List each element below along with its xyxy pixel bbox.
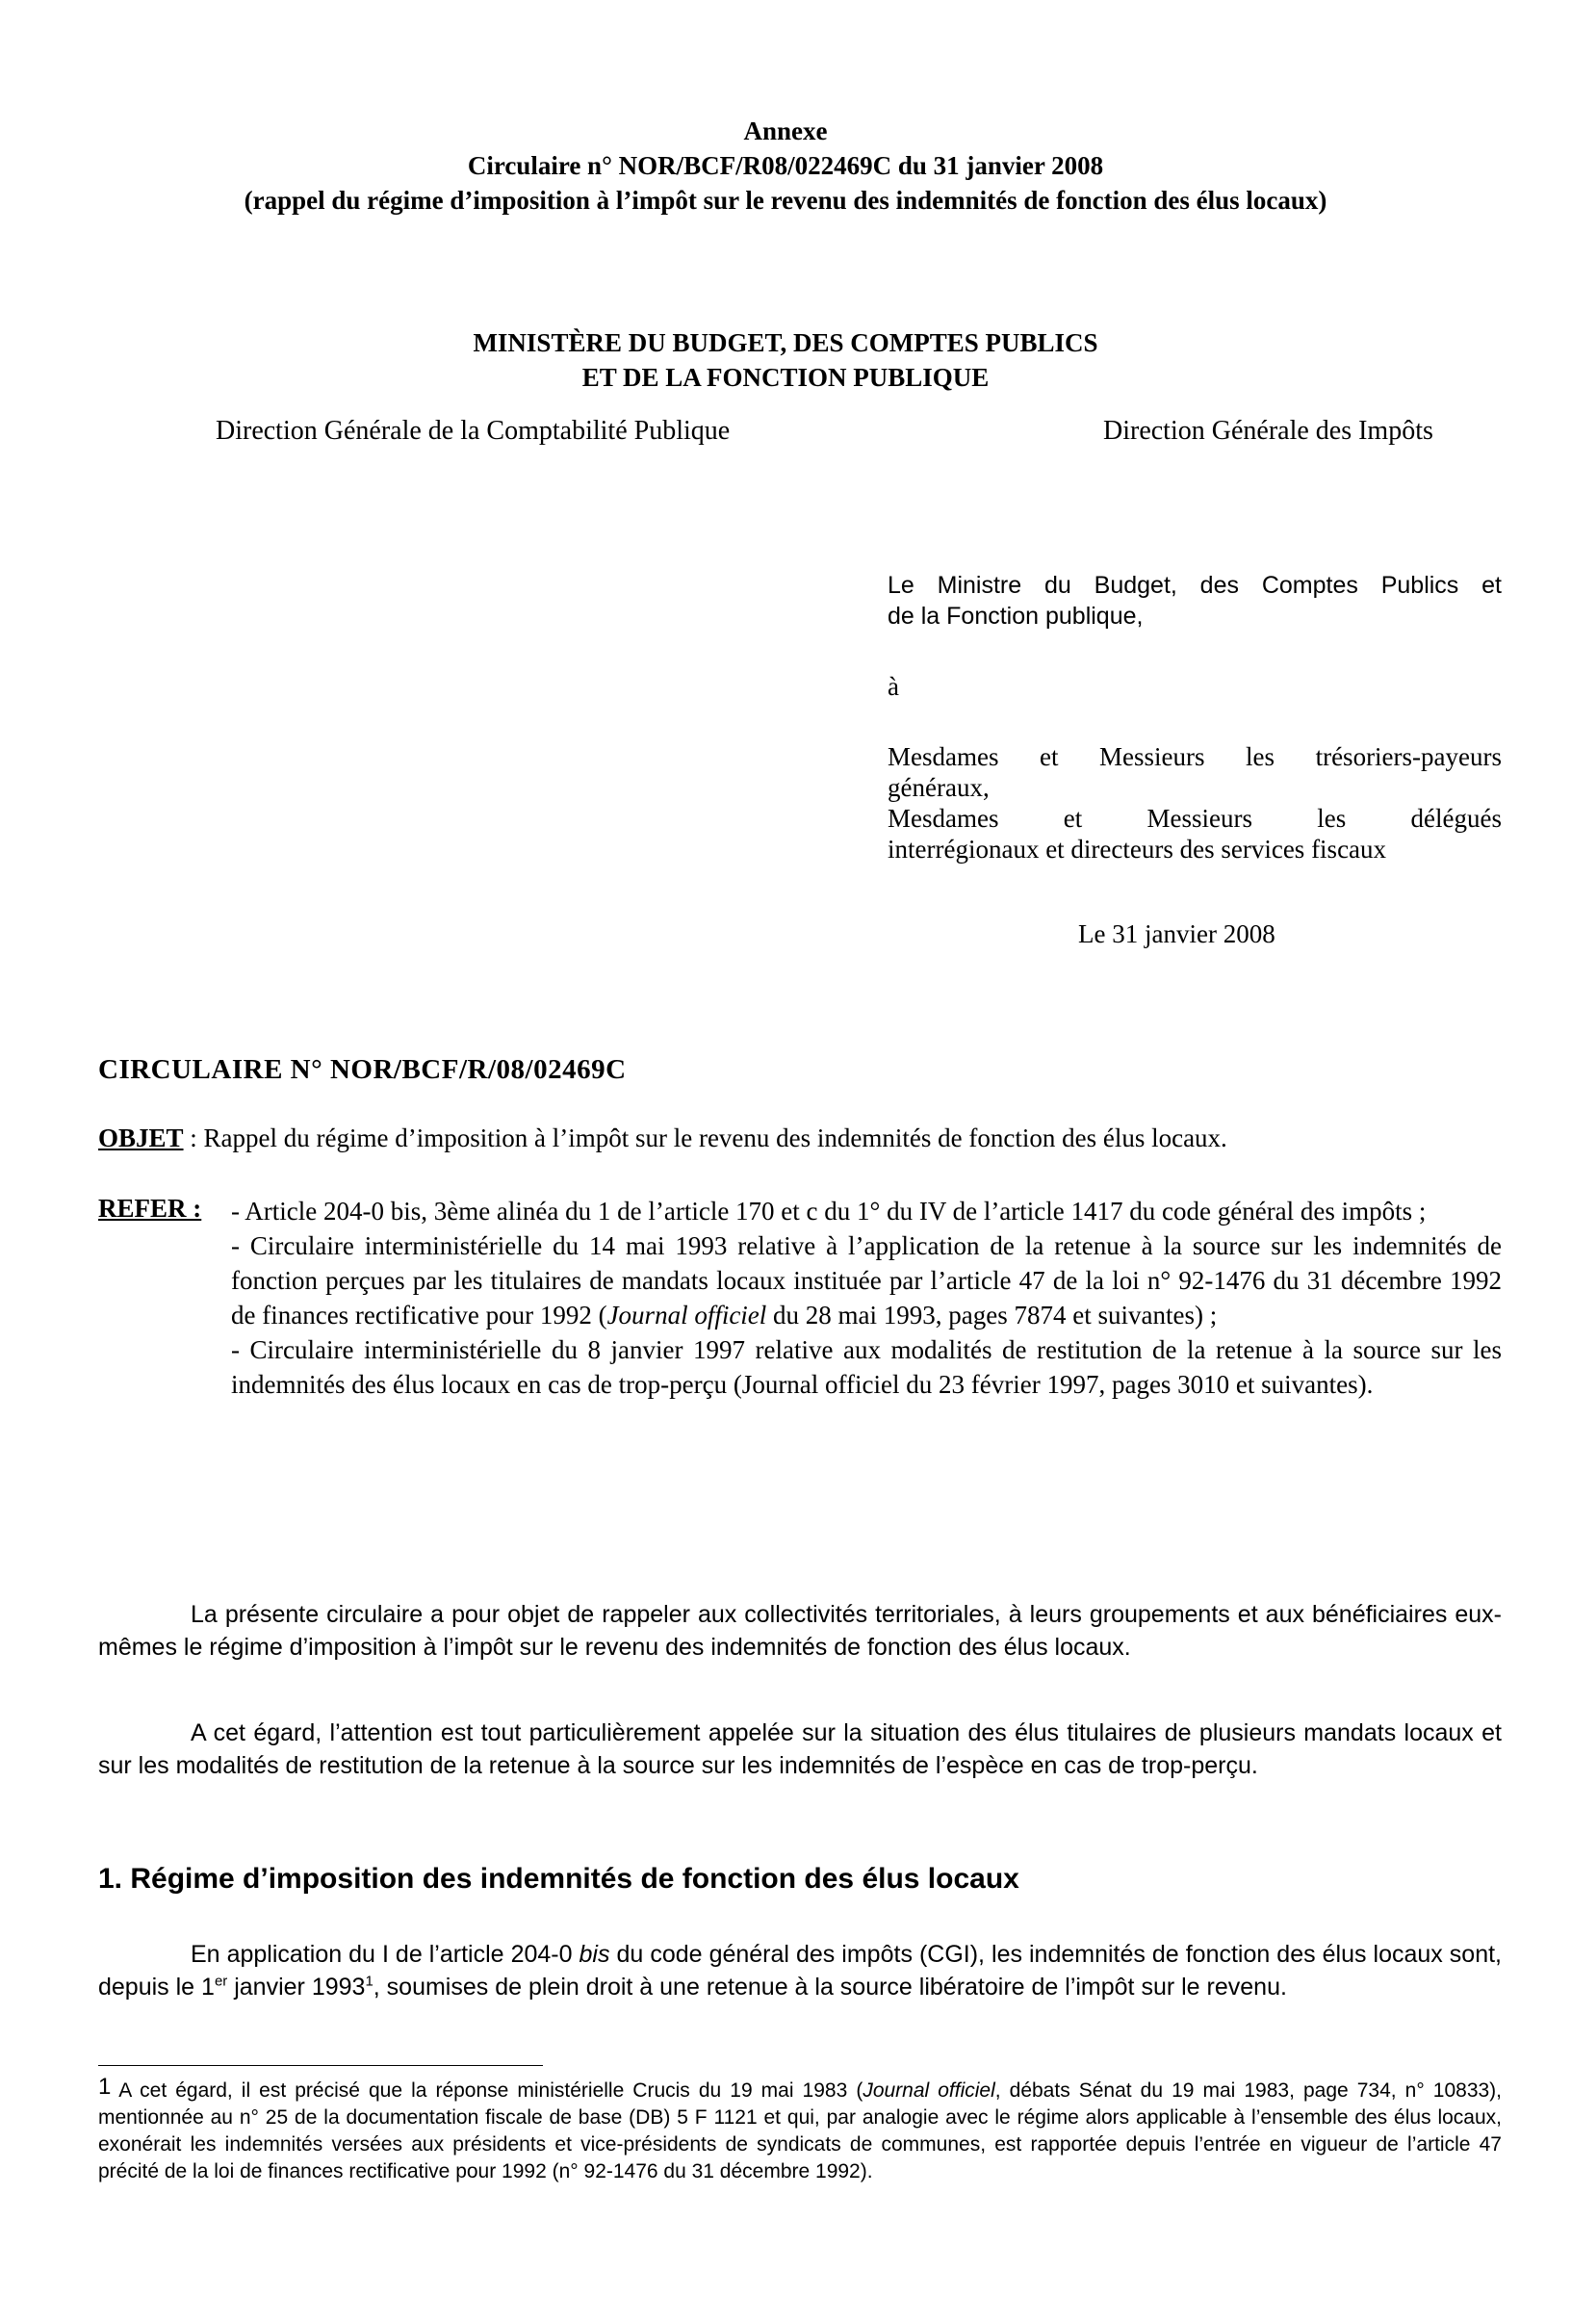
- addressee-line-1: Mesdames et Messieurs les trésoriers-payeurs: [888, 742, 1502, 771]
- ministry-line-1: MINISTÈRE DU BUDGET, DES COMPTES PUBLICS: [473, 328, 1098, 357]
- addressee-line-4: interrégionaux et directeurs des services fiscaux: [888, 835, 1387, 864]
- section-1-text-d: , soumises de plein droit à une retenue à la source libératoire de l’impôt sur le revenu.: [373, 1974, 1287, 2001]
- circulaire-title: CIRCULAIRE N° NOR/BCF/R/08/02469C: [98, 1054, 627, 1085]
- footnote-text-a: A cet égard, il est précisé que la réponse ministérielle Crucis du 19 mai 1983 (: [111, 2079, 863, 2102]
- objet-label: OBJET: [98, 1123, 184, 1152]
- objet-text: Rappel du régime d’imposition à l’impôt sur le revenu des indemnités de fonction des élus locaux.: [203, 1123, 1227, 1152]
- to-label: à: [888, 672, 899, 701]
- intro-paragraph-text: La présente circulaire a pour objet de rappeler aux collectivités territoriales, à leurs groupements et aux bénéficiaires eux-mêmes le régime d’imposition à l’impôt sur le revenu des indemnités de fonction des élus locaux.: [98, 1601, 1502, 1661]
- intro-paragraph: [98, 1598, 1502, 1664]
- annex-label: Annexe: [743, 116, 828, 145]
- section-1-text-c: janvier 1993: [227, 1974, 366, 2001]
- refer-item-2-text: - Circulaire interministérielle du 14 mai 1993 relative à l’application de la retenue à la source sur les indemnités de fonction perçues par les titulaires de mandats locaux instituée par l’article 47 de la loi n° 92-1476 du 31 décembre 1992 de finances rectificative pour 1992 (: [231, 1231, 1502, 1330]
- dgcp-label: Direction Générale de la Comptabilité Publique: [216, 416, 731, 446]
- footnote-text-b: , débats Sénat du 19 mai 1983, page 734, n° 10833), mentionnée au n° 25 de la documentation fiscale de base (DB) 5 F 1121 et qui, par analogie avec le régime alors applicable à l’ensemble des élus locaux, exonérait les indemnités versées aux présidents et vice-présidents de syndicats de communes, est rapportée depuis l’entrée en vigueur de l’article 47 précité de la loi de finances rectificative pour 1992 (n° 92-1476 du 31 décembre 1992).: [98, 2079, 1503, 2182]
- ministry-line-2: ET DE LA FONCTION PUBLIQUE: [581, 363, 990, 392]
- document-subtitle: (rappel du régime d’imposition à l’impôt sur le revenu des indemnités de fonction des élus locaux): [244, 186, 1327, 215]
- ministry-heading: [96, 325, 1475, 395]
- refer-label: REFER :: [98, 1194, 202, 1223]
- circular-reference: Circulaire n° NOR/BCF/R08/022469C du 31 janvier 2008: [467, 151, 1104, 180]
- refer-item-2: [231, 1228, 1502, 1332]
- er-superscript: er: [214, 1973, 228, 1990]
- objet-line: [98, 1123, 1227, 1153]
- attention-paragraph: [98, 1717, 1502, 1782]
- sender-line-2: de la Fonction publique,: [888, 603, 1144, 630]
- section-1-text-a: En application du I de l’article 204-0: [191, 1941, 579, 1968]
- addressee-line-2: généraux,: [888, 773, 990, 802]
- refer-item-3: - Circulaire interministérielle du 8 janvier 1997 relative aux modalités de restitution de la retenue à la source sur les indemnités des élus locaux en cas de trop-perçu (Journal officiel du 23 février 1997, pages 3010 et suivantes).: [231, 1335, 1502, 1399]
- attention-paragraph-text: A cet égard, l’attention est tout particulièrement appelée sur la situation des élus titulaires de plusieurs mandats locaux et sur les modalités de restitution de la retenue à la source sur les indemnités de l’espèce en cas de trop-perçu.: [98, 1719, 1502, 1779]
- refer-list: [231, 1194, 1502, 1402]
- document-header: [96, 114, 1475, 218]
- objet-separator: :: [183, 1123, 204, 1152]
- sender-block: [888, 570, 1502, 632]
- refer-item-1: - Article 204-0 bis, 3ème alinéa du 1 de l’article 170 et c du 1° du IV de l’article 1417 du code général des impôts ;: [231, 1197, 1427, 1226]
- footnote-reference: 1: [365, 1973, 373, 1990]
- footnote: [98, 2074, 1502, 2185]
- sender-line-1: Le Ministre du Budget, des Comptes Publics et: [888, 572, 1502, 599]
- footnote-separator: [98, 2065, 543, 2066]
- dgi-label: Direction Générale des Impôts: [1103, 416, 1433, 446]
- addressee-line-3: Mesdames et Messieurs les délégués: [888, 804, 1502, 833]
- section-1-text-b: du code général des impôts (CGI), les indemnités de fonction des élus locaux sont, depuis le 1: [98, 1941, 1502, 2001]
- refer-item-2-end: du 28 mai 1993, pages 7874 et suivantes) ;: [766, 1301, 1218, 1330]
- section-1-heading: 1. Régime d’imposition des indemnités de fonction des élus locaux: [98, 1863, 1019, 1895]
- section-1-paragraph: [98, 1938, 1502, 2003]
- addressee-block: [888, 741, 1502, 865]
- letter-date: Le 31 janvier 2008: [1078, 919, 1275, 948]
- footnote-number: 1: [98, 2074, 112, 2100]
- journal-officiel-italic: Journal officiel: [606, 1301, 767, 1330]
- footnote-journal-italic: Journal officiel: [863, 2079, 995, 2102]
- bis-italic: bis: [579, 1941, 610, 1968]
